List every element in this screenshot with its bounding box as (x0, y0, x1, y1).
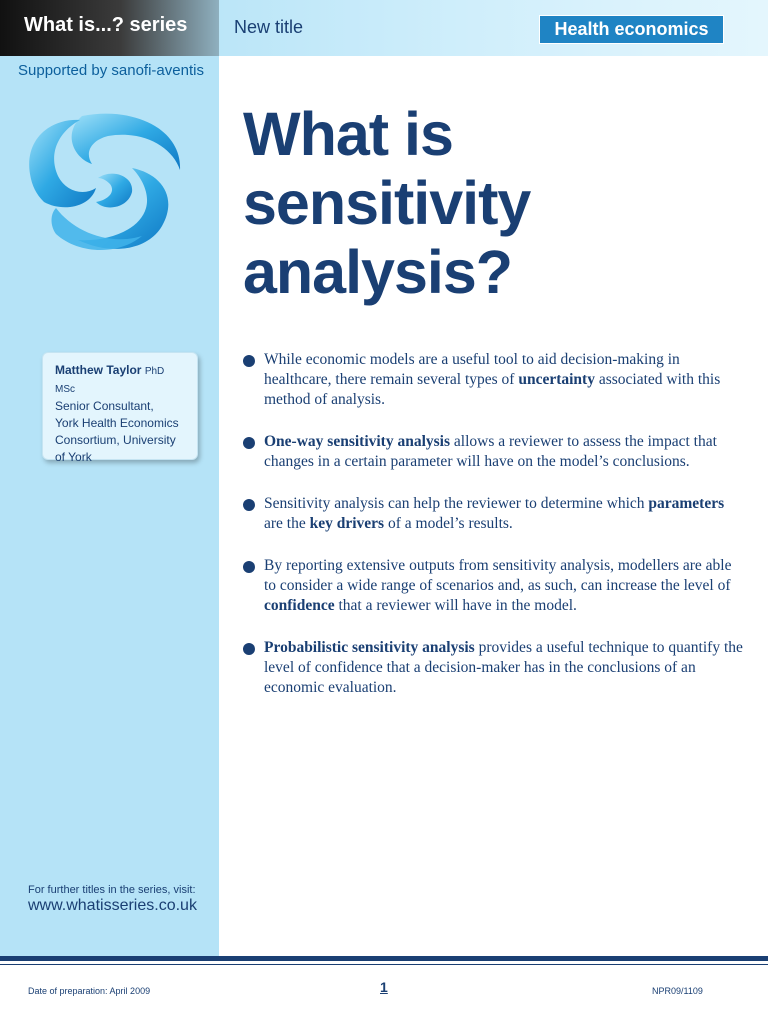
key-term: One-way sensitivity analysis (264, 433, 451, 450)
footer-rule-thin (0, 964, 768, 965)
author-credentials: PhD MSc (55, 366, 165, 395)
list-item (243, 556, 743, 616)
footer-rule (0, 956, 768, 961)
list-item (243, 350, 743, 410)
topic-badge: Health economics (539, 15, 724, 44)
bullet-text: By reporting extensive outputs from sensitivity analysis, modellers are able to consider a wide range of scenarios and, as such, can increase the level of (264, 557, 732, 594)
series-label: What is...? series (24, 14, 188, 36)
new-title-label: New title (234, 17, 304, 37)
list-item (243, 494, 743, 534)
date-of-preparation: Date of preparation: April 2009 (28, 986, 151, 996)
author-role-line: Senior Consultant, (55, 399, 154, 413)
key-term: uncertainty (518, 371, 595, 388)
header-bar (0, 0, 768, 56)
bullet-text: Sensitivity analysis can help the reviewer to determine which (264, 495, 649, 512)
author-role-line: Consortium, University (55, 433, 176, 447)
key-term: parameters (648, 495, 725, 512)
list-item (243, 432, 743, 472)
bullet-text: provides a useful technique to quantify the level of confidence that a decision-maker has in the conclusions of an economic evaluation. (264, 639, 743, 696)
page-number: 1 (380, 979, 388, 995)
page-title (243, 100, 743, 307)
swirl-logo-icon (22, 108, 192, 258)
author-card (42, 352, 198, 464)
key-term: key drivers (309, 515, 385, 532)
author-name: Matthew Taylor (55, 363, 142, 377)
author-role-line: of York (55, 450, 92, 464)
website-link[interactable]: www.whatisseries.co.uk (28, 897, 197, 914)
bullet-text: of a model’s results. (384, 515, 513, 532)
title-line: sensitivity (243, 169, 531, 237)
key-term: confidence (264, 597, 335, 614)
author-name-line (55, 362, 187, 398)
document-code: NPR09/1109 (652, 986, 703, 996)
bullet-text: allows a reviewer to assess the impact that changes in a certain parameter will have on the model’s conclusions. (264, 433, 717, 470)
key-points-list (243, 350, 743, 720)
bullet-text: While economic models are a useful tool to aid decision-making in healthcare, there remain several types of (264, 351, 680, 388)
bullet-text: are the (264, 515, 310, 532)
bullet-text: that a reviewer will have in the model. (334, 597, 577, 614)
bullet-text: associated with this method of analysis. (264, 371, 721, 408)
key-term: Probabilistic sensitivity analysis (264, 639, 475, 656)
title-line: analysis? (243, 238, 513, 306)
series-tab (0, 0, 219, 56)
title-line: What is (243, 100, 453, 168)
further-titles-text: For further titles in the series, visit: (28, 884, 196, 896)
author-role-line: York Health Economics (55, 416, 179, 430)
list-item (243, 638, 743, 698)
supported-by: Supported by sanofi-aventis (18, 62, 204, 79)
